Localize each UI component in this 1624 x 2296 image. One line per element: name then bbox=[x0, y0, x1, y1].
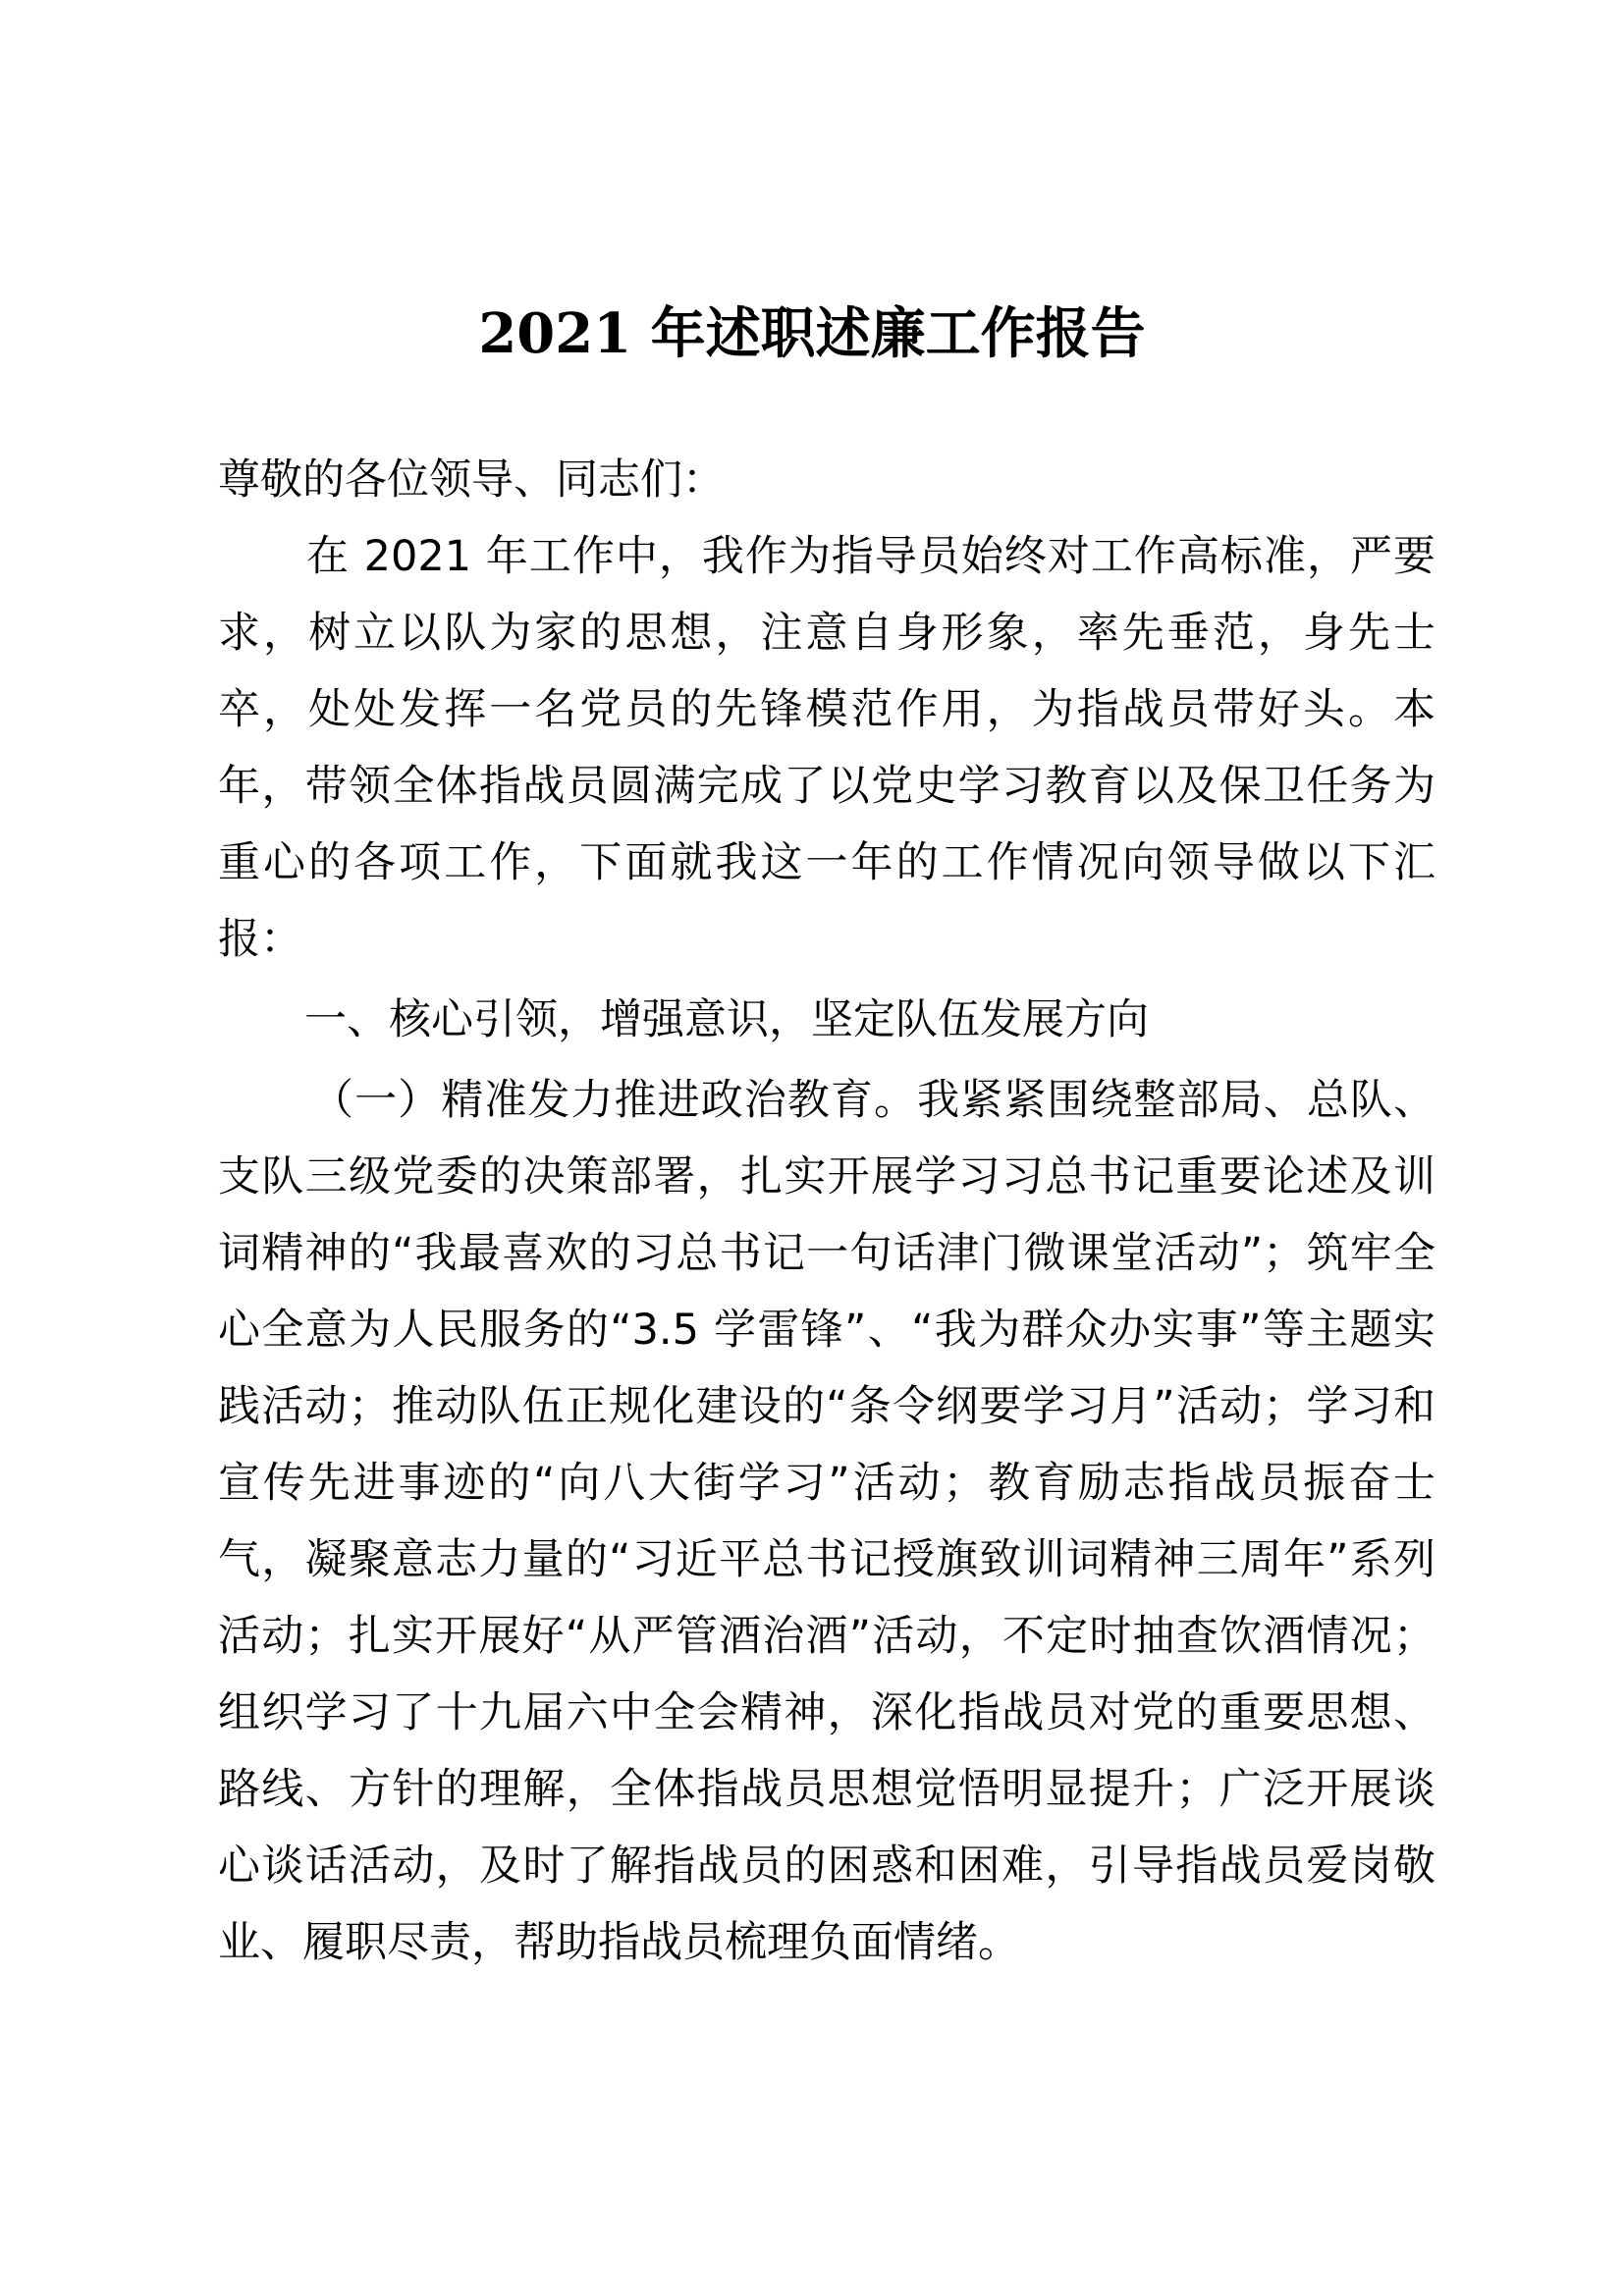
document-body bbox=[218, 442, 1435, 1981]
section-heading: 一、核心引领，增强意识，坚定队伍发展方向 bbox=[304, 995, 1149, 1044]
document-title: 2021 年述职述廉工作报告 bbox=[478, 301, 1146, 366]
salutation: 尊敬的各位领导、同志们： bbox=[218, 455, 725, 505]
subsection-paragraph: （一）精准发力推进政治教育。我紧紧围绕整部局、总队、支队三级党委的决策部署，扎实开展学习习总书记重要论述及训词精神的“我最喜欢的习总书记一句话津门微课堂活动”；筑牢全心全意为人民服务的“3.5 学雷锋”、“我为群众办实事”等主题实践活动；推动队伍正规化建设的“条令纲要学习月”活动；学习和宣传先进事迹的“向八大街学习”活动；教育励志指战员振奋士气，凝聚意志力量的“习近平总书记授旗致训词精神三周年”系列活动；扎实开展好“从严管酒治酒”活动，不定时抽查饮酒情况；组织学习了十九届六中全会精神，深化指战员对党的重要思想、路线、方针的理解，全体指战员思想觉悟明显提升；广泛开展谈心谈话活动，及时了解指战员的困惑和困难，引导指战员爱岗敬业、履职尽责，帮助指战员梳理负面情绪。 bbox=[218, 1076, 1435, 1967]
intro-paragraph: 在 2021 年工作中，我作为指导员始终对工作高标准，严要求，树立以队为家的思想，注意自身形象，率先垂范，身先士卒，处处发挥一名党员的先锋模范作用，为指战员带好头。本年，带领全体指战员圆满完成了以党史学习教育以及保卫任务为重心的各项工作，下面就我这一年的工作情况向领导做以下汇报： bbox=[218, 532, 1435, 964]
